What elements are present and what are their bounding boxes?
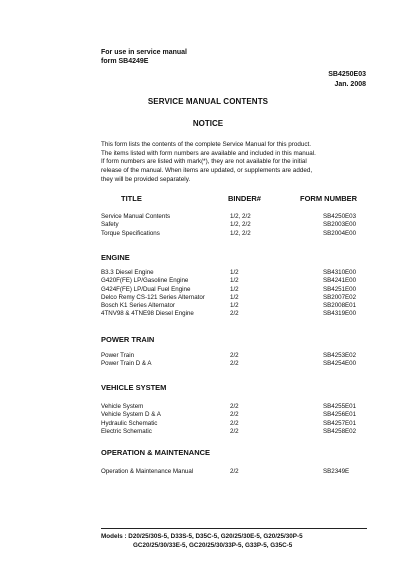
table-row xyxy=(101,310,366,318)
table-row xyxy=(101,468,366,476)
row-title: B3.3 Diesel Engine xyxy=(101,269,154,276)
table-row xyxy=(101,213,366,221)
vehicle-system-rows xyxy=(101,403,366,436)
table-row xyxy=(101,294,366,302)
column-header-title: TITLE xyxy=(121,194,142,203)
row-binder: 2/2 xyxy=(230,427,239,435)
row-title: Electric Schematic xyxy=(101,427,152,435)
row-title: Safety xyxy=(101,221,119,229)
table-row xyxy=(101,286,366,294)
table-row xyxy=(101,428,366,436)
table-row xyxy=(101,411,366,419)
engine-rows xyxy=(101,269,366,319)
notice-line: This form lists the contents of the complete Service Manual for this product. xyxy=(101,141,311,148)
issue-date: Jan. 2008 xyxy=(334,81,366,88)
notice-text xyxy=(101,141,371,185)
row-form-number: SB4253E02 xyxy=(323,352,357,359)
row-form-number: SB4319E00 xyxy=(323,310,357,318)
models-line1: Models : D20/25/30S-5, D33S-5, D35C-5, G20/25/30E-5, G20/25/30P-5 xyxy=(101,533,303,540)
notice-line: If form numbers are listed with mark(*), they are not available for the initial xyxy=(101,158,307,166)
row-form-number: SB2008E01 xyxy=(323,302,357,310)
row-binder: 1/2 xyxy=(230,293,239,301)
row-binder: 1/2 xyxy=(230,269,239,276)
row-binder: 2/2 xyxy=(230,419,239,427)
table-row xyxy=(101,352,366,360)
row-form-number: SB4250E03 xyxy=(323,213,357,220)
row-title: G424F(FE) LP/Dual Fuel Engine xyxy=(101,285,191,293)
notice-heading: NOTICE xyxy=(192,119,224,128)
row-binder: 2/2 xyxy=(230,411,239,419)
row-title: Delco Remy CS-121 Series Alternator xyxy=(101,293,205,301)
section-title-vehicle-system: VEHICLE SYSTEM xyxy=(101,383,167,392)
row-title: Vehicle System D & A xyxy=(101,411,161,419)
row-title: Power Train D & A xyxy=(101,360,152,368)
general-rows xyxy=(101,213,366,238)
row-title: Vehicle System xyxy=(101,403,144,410)
notice-line: they will be provided separately. xyxy=(101,175,191,183)
column-header-form-number: FORM NUMBER xyxy=(300,194,358,203)
section-title-power-train: POWER TRAIN xyxy=(101,335,155,344)
usage-note-line1: For use in service manual xyxy=(101,49,187,56)
power-train-rows xyxy=(101,352,366,369)
table-row xyxy=(101,230,366,238)
row-title: G420F(FE) LP/Gasoline Engine xyxy=(101,277,189,285)
row-form-number: SB2004E00 xyxy=(323,229,357,237)
row-form-number: SB4254E00 xyxy=(323,360,357,368)
column-header-binder: BINDER# xyxy=(228,194,261,203)
row-form-number: SB4251E00 xyxy=(323,285,357,293)
row-form-number: SB4255E01 xyxy=(323,403,357,410)
row-form-number: SB4310E00 xyxy=(323,269,357,276)
models-list xyxy=(101,532,303,550)
row-title: Operation & Maintenance Manual xyxy=(101,468,194,475)
row-title: Bosch K1 Series Alternator xyxy=(101,302,175,310)
row-form-number: SB2007E02 xyxy=(323,293,357,301)
row-binder: 1/2 xyxy=(230,277,239,285)
table-row xyxy=(101,269,366,277)
table-row xyxy=(101,403,366,411)
row-title: Hydraulic Schematic xyxy=(101,419,158,427)
models-line2: GC20/25/30/33E-5, GC20/25/30/33P-5, G33P-5, G35C-5 xyxy=(133,542,293,549)
row-title: Power Train xyxy=(101,352,135,359)
row-title: Service Manual Contents xyxy=(101,213,171,220)
row-title: Torque Specifications xyxy=(101,229,160,237)
usage-note xyxy=(101,48,187,66)
section-title-engine: ENGINE xyxy=(101,253,130,262)
row-form-number: SB4256E01 xyxy=(323,411,357,419)
row-binder: 2/2 xyxy=(230,310,239,318)
usage-note-line2: form SB4249E xyxy=(101,58,149,65)
row-binder: 1/2, 2/2 xyxy=(230,229,251,237)
row-title: 4TNV98 & 4TNE98 Diesel Engine xyxy=(101,310,194,318)
row-binder: 2/2 xyxy=(230,352,239,359)
row-form-number: SB4258E02 xyxy=(323,427,357,435)
footer-divider xyxy=(101,528,367,529)
row-form-number: SB4257E01 xyxy=(323,419,357,427)
row-binder: 1/2, 2/2 xyxy=(230,221,251,229)
notice-line: release of the manual. When items are updated, or supplements are added, xyxy=(101,167,313,175)
row-binder: 2/2 xyxy=(230,360,239,368)
row-binder: 2/2 xyxy=(230,403,239,410)
section-title-operation-maintenance: OPERATION & MAINTENANCE xyxy=(101,448,211,457)
table-row xyxy=(101,221,366,229)
row-form-number: SB2003E00 xyxy=(323,221,357,229)
page-title: SERVICE MANUAL CONTENTS xyxy=(147,97,269,106)
row-form-number: SB4241E00 xyxy=(323,277,357,285)
form-number: SB4250E03 xyxy=(328,71,366,78)
row-binder: 1/2 xyxy=(230,285,239,293)
table-row xyxy=(101,277,366,285)
row-binder: 1/2 xyxy=(230,302,239,310)
notice-line: The items listed with form numbers are available and included in this manual. xyxy=(101,149,316,157)
row-form-number: SB2349E xyxy=(323,468,350,475)
form-info xyxy=(328,70,366,90)
row-binder: 2/2 xyxy=(230,468,239,475)
operation-maintenance-rows xyxy=(101,468,366,476)
table-row xyxy=(101,420,366,428)
table-row xyxy=(101,302,366,310)
row-binder: 1/2, 2/2 xyxy=(230,213,251,220)
table-row xyxy=(101,360,366,368)
